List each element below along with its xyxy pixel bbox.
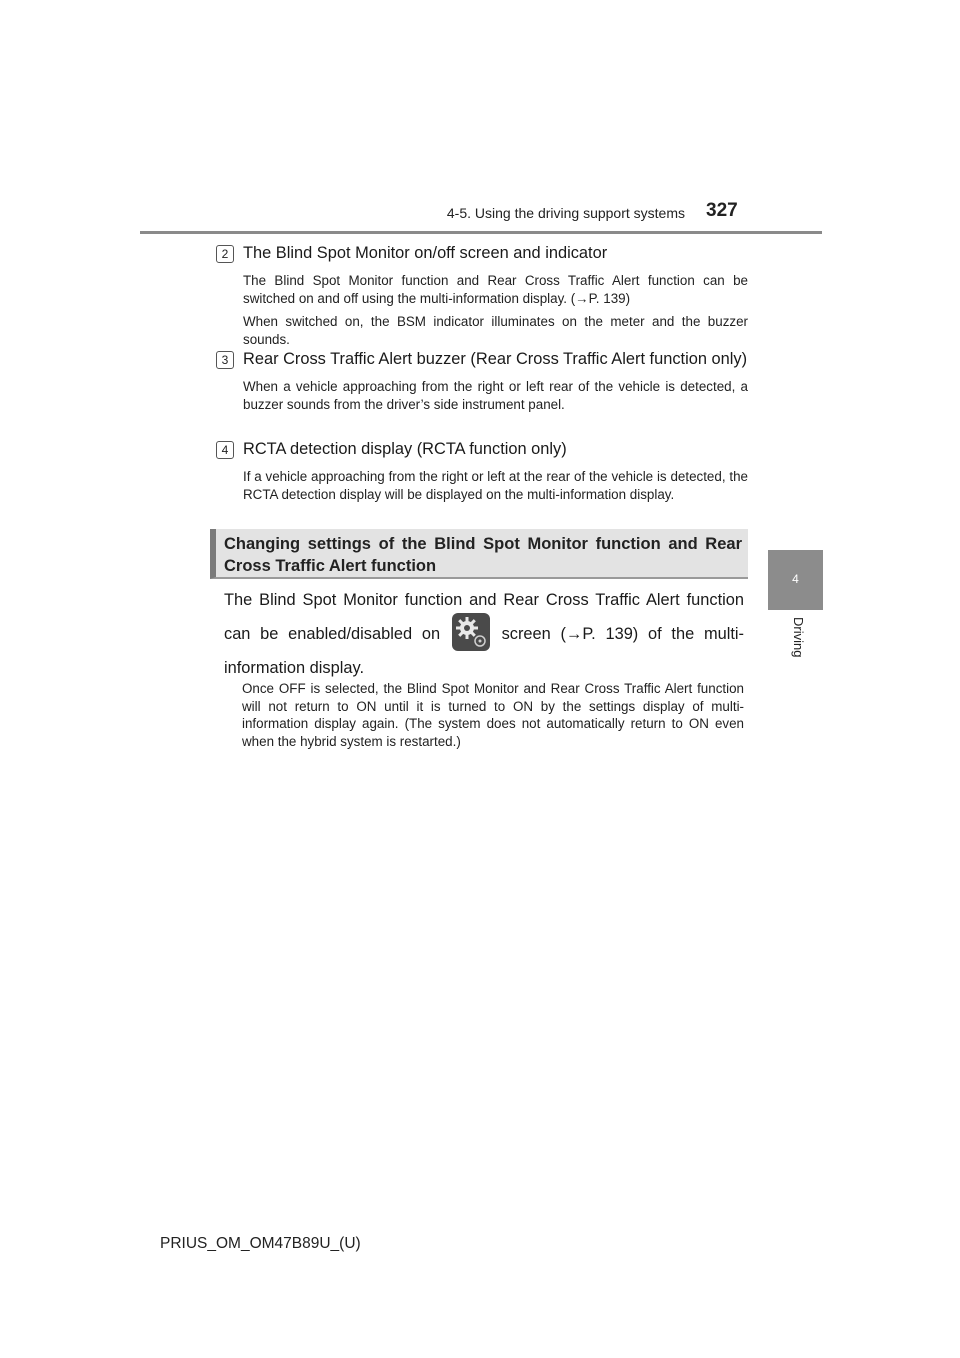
body-text-after: screen (→P. 139) of the multi-information display. bbox=[224, 625, 745, 677]
item-number-badge: 2 bbox=[216, 245, 234, 263]
settings-gear-icon bbox=[452, 613, 490, 651]
page-number: 327 bbox=[706, 200, 738, 221]
item-description: When a vehicle approaching from the right or left rear of the vehicle is detected, a buzzer sounds from the driver’s side instrument panel. bbox=[243, 379, 748, 412]
section-heading: Changing settings of the Blind Spot Monitor function and Rear Cross Traffic Alert function bbox=[210, 529, 748, 579]
item-description: When switched on, the BSM indicator illuminates on the meter and the buzzer sounds. bbox=[243, 314, 748, 347]
chapter-label: Driving bbox=[791, 617, 806, 658]
item-title: Rear Cross Traffic Alert buzzer (Rear Cross Traffic Alert function only) bbox=[243, 350, 748, 368]
item-number-badge: 4 bbox=[216, 441, 234, 459]
list-item bbox=[216, 348, 748, 413]
section-header: 4-5. Using the driving support systems bbox=[446, 205, 685, 221]
chapter-tab bbox=[768, 550, 823, 610]
chapter-number: 4 bbox=[792, 572, 799, 586]
list-item bbox=[216, 438, 748, 503]
document-id: PRIUS_OM_OM47B89U_(U) bbox=[160, 1235, 361, 1252]
item-title: The Blind Spot Monitor on/off screen and indicator bbox=[243, 244, 608, 262]
item-title: RCTA detection display (RCTA function only) bbox=[243, 440, 567, 458]
body-text-before: The Blind Spot Monitor function and Rear Cross Traffic Alert function can be enabled/disabled on bbox=[224, 591, 744, 643]
list-item bbox=[216, 242, 748, 348]
header-divider bbox=[140, 231, 822, 234]
item-number-badge: 3 bbox=[216, 351, 234, 369]
note-paragraph: Once OFF is selected, the Blind Spot Monitor and Rear Cross Traffic Alert function will not return to ON until it is turned to ON by the settings display of multi-information display again. (The system does not automatically return to ON even when the hybrid system is restarted.) bbox=[242, 681, 744, 749]
item-description: If a vehicle approaching from the right or left at the rear of the vehicle is detected, the RCTA detection display will be displayed on the multi-information display. bbox=[243, 469, 748, 502]
body-paragraph bbox=[224, 583, 744, 685]
item-description: The Blind Spot Monitor function and Rear Cross Traffic Alert function can be switched on and off using the multi-information display. (→P. 139) bbox=[243, 273, 748, 306]
